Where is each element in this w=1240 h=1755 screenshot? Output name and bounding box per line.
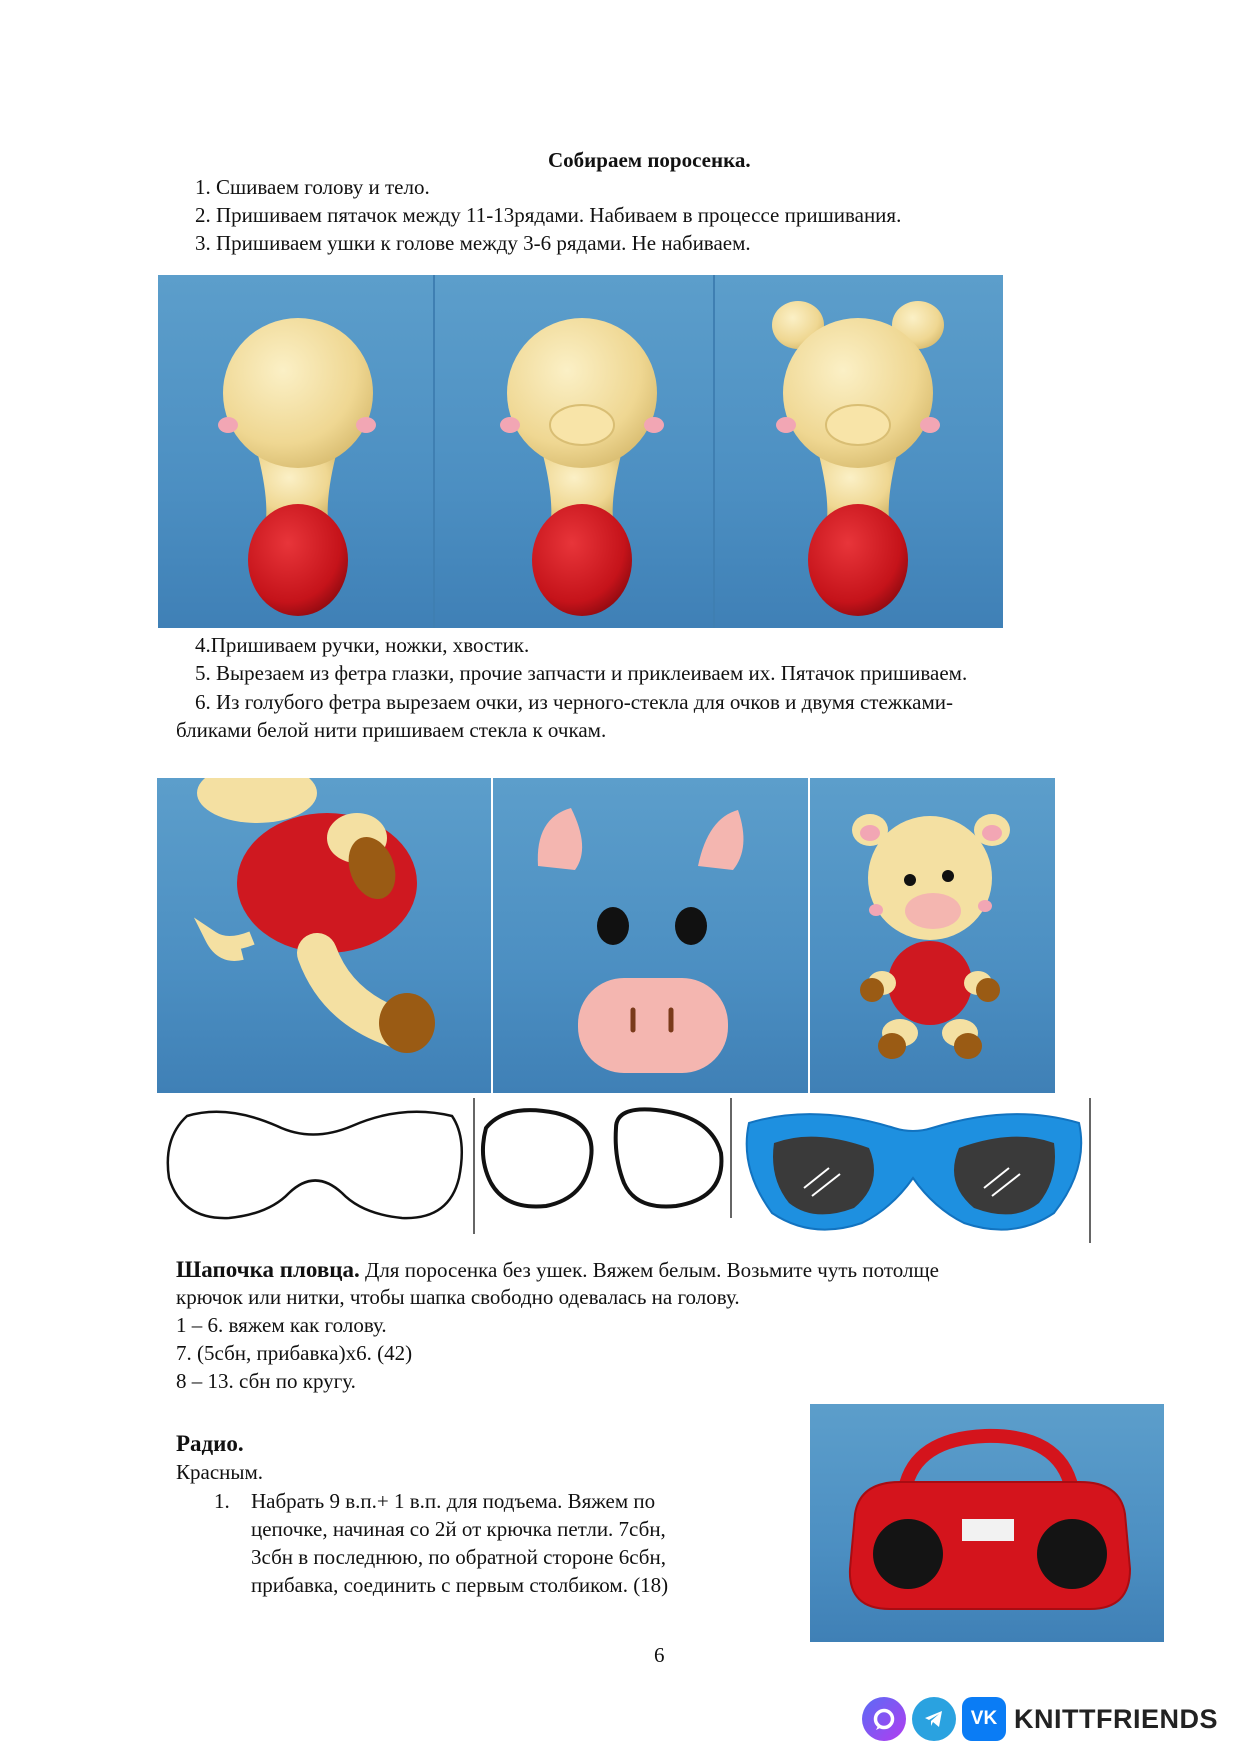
piglet-stage-3 [772, 301, 944, 616]
assembly-step-6: 6. Из голубого фетра вырезаем очки, из черного-стекла для очков и двумя стежками- [195, 690, 954, 714]
telegram-icon [912, 1697, 956, 1741]
assembly-step-1: 1. Сшиваем голову и тело. [195, 175, 430, 199]
swim-cap-paragraph [176, 1256, 939, 1284]
photo-felt-pieces [493, 778, 808, 1093]
swim-cap-row-1: 1 – 6. вяжем как голову. [176, 1313, 387, 1337]
assembly-step-3: 3. Пришиваем ушки к голове между 3-6 рядами. Не набиваем. [195, 231, 751, 255]
radio-title: Радио. [176, 1431, 244, 1456]
swim-cap-row-3: 8 – 13. сбн по кругу. [176, 1369, 356, 1393]
assembly-step-4: 4.Пришиваем ручки, ножки, хвостик. [195, 633, 530, 657]
assembly-title: Собираем поросенка. [548, 148, 751, 172]
radio-step-1-line-4: прибавка, соединить с первым столбиком. (18) [251, 1573, 669, 1597]
radio-step-1-number: 1. [214, 1489, 230, 1513]
swim-cap-intro-continued: крючок или нитки, чтобы шапка свободно одевалась на голову. [176, 1285, 740, 1309]
radio-photo [810, 1404, 1164, 1642]
glasses-template-outline [157, 1098, 475, 1234]
glasses-lens-template [476, 1098, 732, 1218]
radio-color: Красным. [176, 1460, 264, 1484]
swim-cap-intro: Для поросенка без ушек. Вяжем белым. Возьмите чуть потолще [359, 1258, 939, 1282]
max-icon [862, 1697, 906, 1741]
radio-step-1-line-1: Набрать 9 в.п.+ 1 в.п. для подъема. Вяжем по [251, 1489, 656, 1513]
photo-arms-legs-tail [157, 778, 491, 1093]
assembly-step-6-continued: бликами белой нити пришиваем стекла к очкам. [176, 718, 607, 742]
assembly-photo-strip [158, 275, 1003, 628]
piglet-stage-2 [500, 318, 664, 616]
radio-step-1-line-2: цепочке, начиная со 2й от крючка петли. 7сбн, [251, 1517, 666, 1541]
glasses-felt-photo [734, 1098, 1092, 1243]
vk-icon-label: VK [970, 1708, 998, 1729]
brand-name: KNITTFRIENDS [1014, 1703, 1218, 1734]
radio-step-1-line-3: 3сбн в последнюю, по обратной стороне 6сбн, [251, 1545, 666, 1569]
assembly-step-2: 2. Пришиваем пятачок между 11-13рядами. Набиваем в процессе пришивания. [195, 203, 902, 227]
assembly-step-5: 5. Вырезаем из фетра глазки, прочие запчасти и приклеиваем их. Пятачок пришиваем. [195, 661, 968, 685]
photo-finished-piglet [810, 778, 1055, 1093]
piglet-stage-1 [218, 318, 376, 616]
swim-cap-row-2: 7. (5сбн, прибавка)х6. (42) [176, 1341, 413, 1365]
brand-watermark [862, 1697, 1218, 1741]
page-number: 6 [654, 1643, 665, 1667]
swim-cap-title: Шапочка пловца. [176, 1257, 360, 1282]
vk-icon [962, 1697, 1006, 1741]
